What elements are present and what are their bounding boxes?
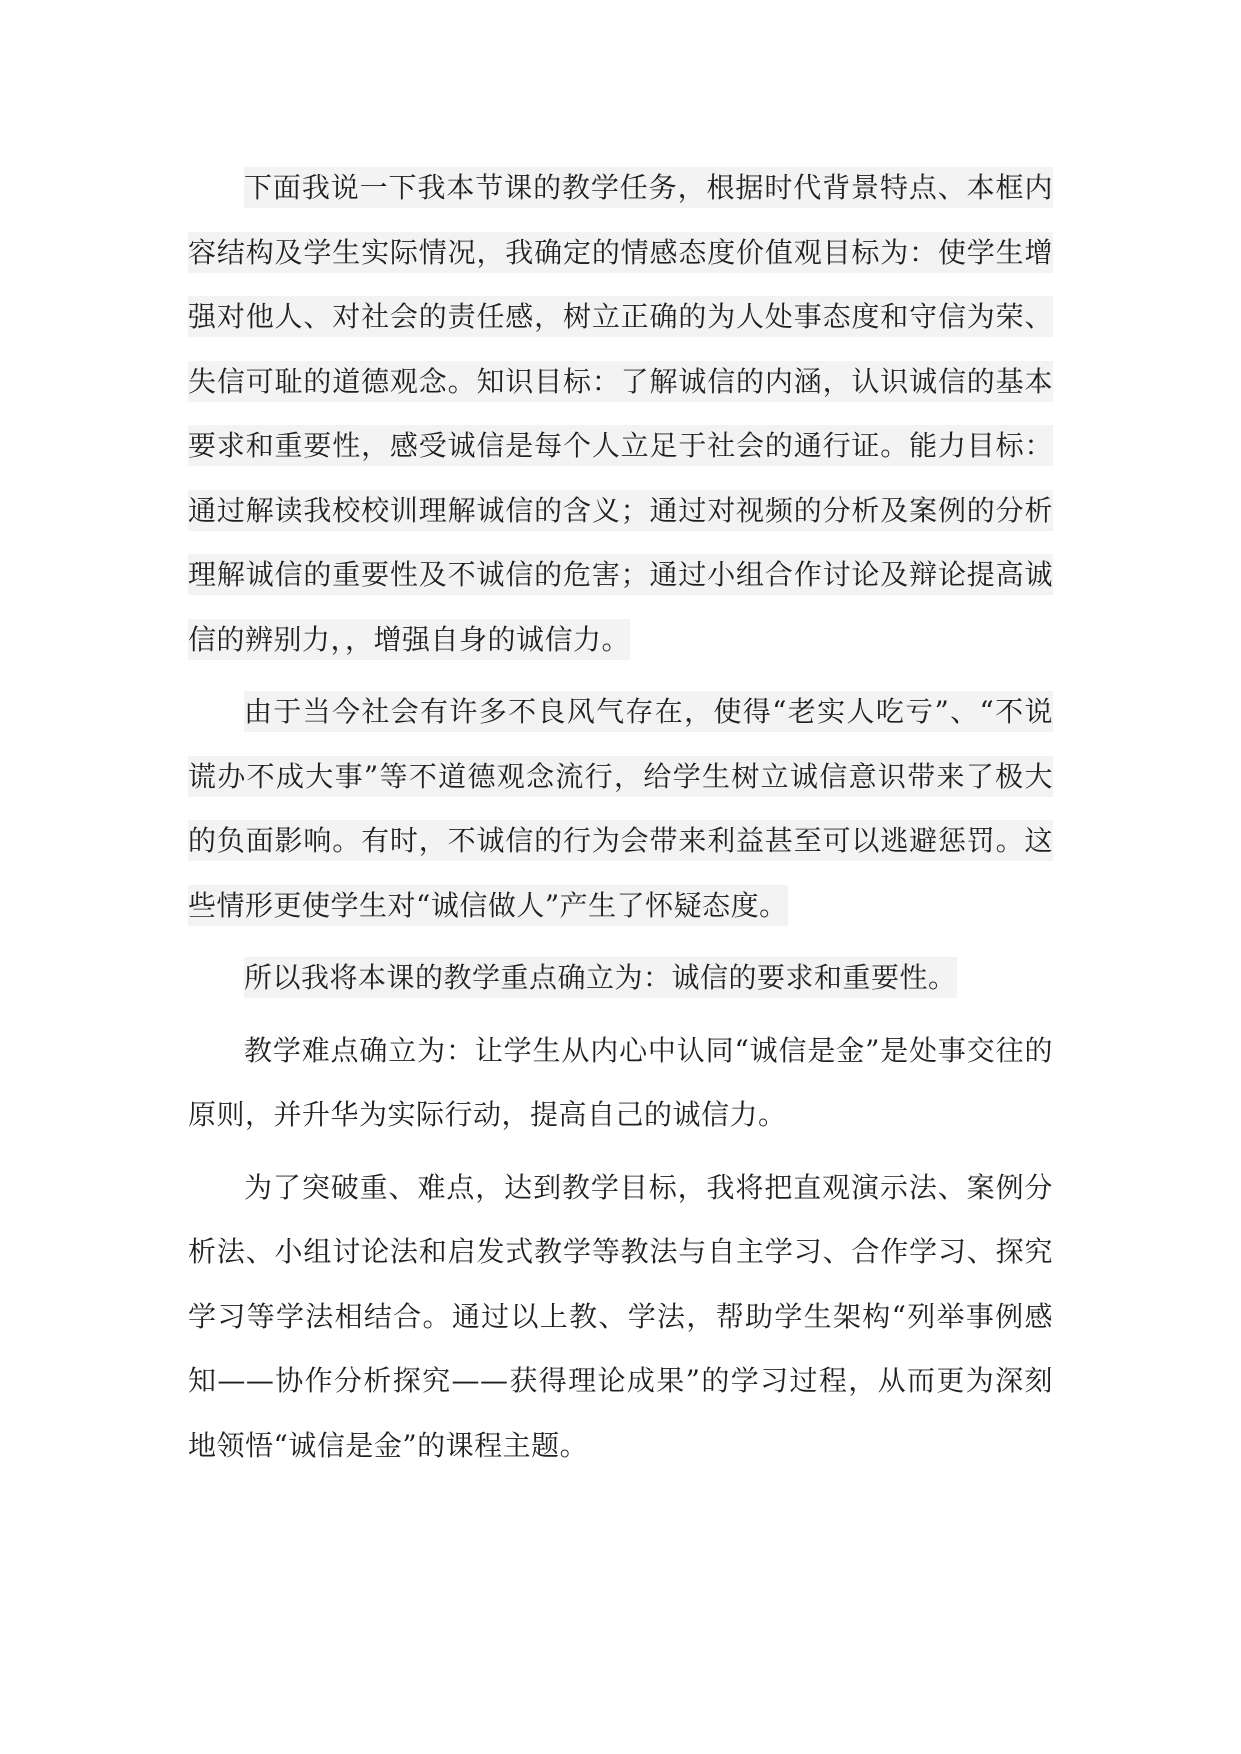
paragraph-text: 由于当今社会有许多不良风气存在，使得“老实人吃亏”、“不说谎办不成大事”等不道德观念流行，给学生树立诚信意识带来了极大的负面影响。有时，不诚信的行为会带来利益甚至可以逃避惩罚。这些情形更使学生对“诚信做人”产生了怀疑态度。 [188,691,1053,926]
paragraph-text: 教学难点确立为：让学生从内心中认同“诚信是金”是处事交往的原则，并升华为实际行动，提高自己的诚信力。 [188,1033,1053,1131]
paragraph-key-point [188,946,1053,1011]
paragraph-text: 下面我说一下我本节课的教学任务，根据时代背景特点、本框内容结构及学生实际情况，我确定的情感态度价值观目标为：使学生增强对他人、对社会的责任感，树立正确的为人处事态度和守信为荣、失信可耻的道德观念。知识目标：了解诚信的内涵，认识诚信的基本要求和重要性，感受诚信是每个人立足于社会的通行证。能力目标：通过解读我校校训理解诚信的含义；通过对视频的分析及案例的分析理解诚信的重要性及不诚信的危害；通过小组合作讨论及辩论提高诚信的辨别力，，增强自身的诚信力。 [188,167,1053,660]
paragraph-difficult-point [188,1019,1053,1148]
paragraph-text: 所以我将本课的教学重点确立为：诚信的要求和重要性。 [244,957,957,998]
paragraph-social-background [188,680,1053,938]
paragraph-teaching-methods [188,1156,1053,1479]
paragraph-text: 为了突破重、难点，达到教学目标，我将把直观演示法、案例分析法、小组讨论法和启发式教学等教法与自主学习、合作学习、探究学习等学法相结合。通过以上教、学法，帮助学生架构“列举事例感知——协作分析探究——获得理论成果”的学习过程，从而更为深刻地领悟“诚信是金”的课程主题。 [188,1170,1053,1462]
paragraph-teaching-objectives [188,156,1053,672]
document-body [188,156,1053,1478]
